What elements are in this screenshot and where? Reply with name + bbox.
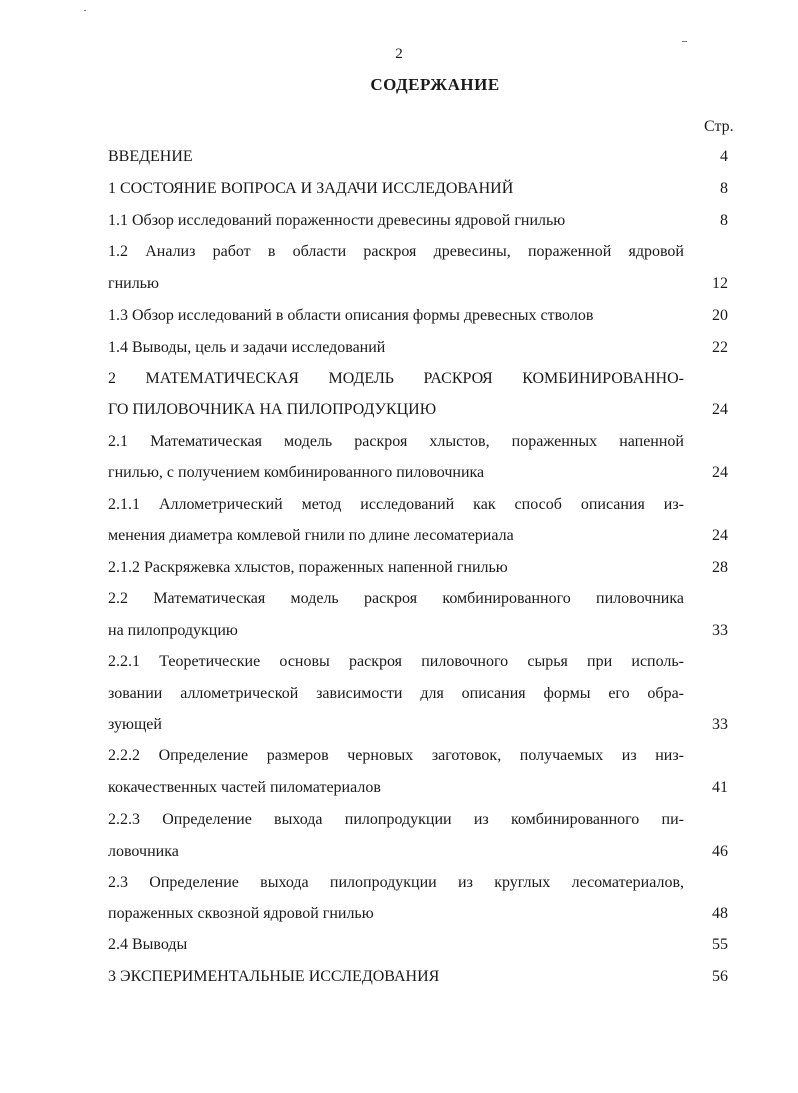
toc-entry-1-2-cont: гнилью <box>108 275 159 292</box>
toc-entry-1-4: 1.4 Выводы, цель и задачи исследований <box>108 339 386 356</box>
toc-page-number: 28 <box>712 559 728 576</box>
toc-page-number: 20 <box>712 307 728 324</box>
page-column-header: Стр. <box>704 118 734 135</box>
toc-entry-2-2-1-cont2: зующей <box>108 716 162 733</box>
toc-page-number: 24 <box>712 464 728 481</box>
toc-entry-2-2-3-cont: ловочника <box>108 843 179 860</box>
toc-page-number: 22 <box>712 339 728 356</box>
toc-page-number: 46 <box>712 843 728 860</box>
toc-page-number: 33 <box>712 716 728 733</box>
toc-page-number: 4 <box>720 148 728 165</box>
toc-entry-2-2-2: 2.2.2 Определение размеров черновых заготовок, получаемых из низ- <box>108 747 684 764</box>
toc-entry-2-2-3: 2.2.3 Определение выхода пилопродукции из комбинированного пи- <box>108 811 684 828</box>
toc-page-number: 56 <box>712 968 728 985</box>
toc-page-number: 24 <box>712 401 728 418</box>
toc-entry-2-1: 2.1 Математическая модель раскроя хлыстов, пораженных напенной <box>108 433 684 450</box>
toc-page-number: 24 <box>712 527 728 544</box>
toc-entry-chapter-2-cont: ГО ПИЛОВОЧНИКА НА ПИЛОПРОДУКЦИЮ <box>108 401 437 418</box>
toc-page-number: 8 <box>720 212 728 229</box>
toc-entry-2-3: 2.3 Определение выхода пилопродукции из круглых лесоматериалов, <box>108 874 684 891</box>
toc-entry-2-2-cont: на пилопродукцию <box>108 622 238 639</box>
toc-entry-2-3-cont: пораженных сквозной ядровой гнилью <box>108 905 374 922</box>
toc-entry-2-1-1-cont: менения диаметра комлевой гнили по длине лесоматериала <box>108 527 514 544</box>
toc-entry-2-2-2-cont: кокачественных частей пиломатериалов <box>108 779 381 796</box>
toc-entry-2-2-1-cont: зовании аллометрической зависимости для описания формы его обра- <box>108 685 684 702</box>
toc-entry-2-4: 2.4 Выводы <box>108 936 188 953</box>
toc-page-number: 48 <box>712 905 728 922</box>
toc-entry-2-1-cont: гнилью, с получением комбинированного пиловочника <box>108 464 485 481</box>
toc-entry-1-3: 1.3 Обзор исследований в области описания формы древесных стволов <box>108 307 594 324</box>
toc-entry-2-1-2: 2.1.2 Раскряжевка хлыстов, пораженных напенной гнилью <box>108 559 508 576</box>
toc-entry-2-2: 2.2 Математическая модель раскроя комбинированного пиловочника <box>108 590 684 607</box>
toc-entry-2-1-1: 2.1.1 Аллометрический метод исследований как способ описания из- <box>108 496 684 513</box>
toc-entry-chapter-1: 1 СОСТОЯНИЕ ВОПРОСА И ЗАДАЧИ ИССЛЕДОВАНИЙ <box>108 180 514 197</box>
toc-entry-1-1: 1.1 Обзор исследований пораженности древесины ядровой гнилью <box>108 212 566 229</box>
page-number: 2 <box>395 46 403 62</box>
page-title: СОДЕРЖАНИЕ <box>370 75 500 94</box>
toc-entry-2-2-1: 2.2.1 Теоретические основы раскроя пиловочного сырья при исполь- <box>108 653 684 670</box>
toc-page-number: 41 <box>712 779 728 796</box>
toc-page-number: 55 <box>712 936 728 953</box>
toc-entry-chapter-3: 3 ЭКСПЕРИМЕНТАЛЬНЫЕ ИССЛЕДОВАНИЯ <box>108 968 440 985</box>
toc-page-number: 8 <box>720 180 728 197</box>
toc-entry-intro: ВВЕДЕНИЕ <box>108 148 193 165</box>
toc-page-number: 12 <box>712 275 728 292</box>
scan-speck <box>682 41 687 42</box>
toc-entry-chapter-2: 2 МАТЕМАТИЧЕСКАЯ МОДЕЛЬ РАСКРОЯ КОМБИНИРОВАННО- <box>108 370 684 387</box>
scan-speck <box>84 10 86 11</box>
toc-page-number: 33 <box>712 622 728 639</box>
toc-entry-1-2: 1.2 Анализ работ в области раскроя древесины, пораженной ядровой <box>108 243 684 260</box>
